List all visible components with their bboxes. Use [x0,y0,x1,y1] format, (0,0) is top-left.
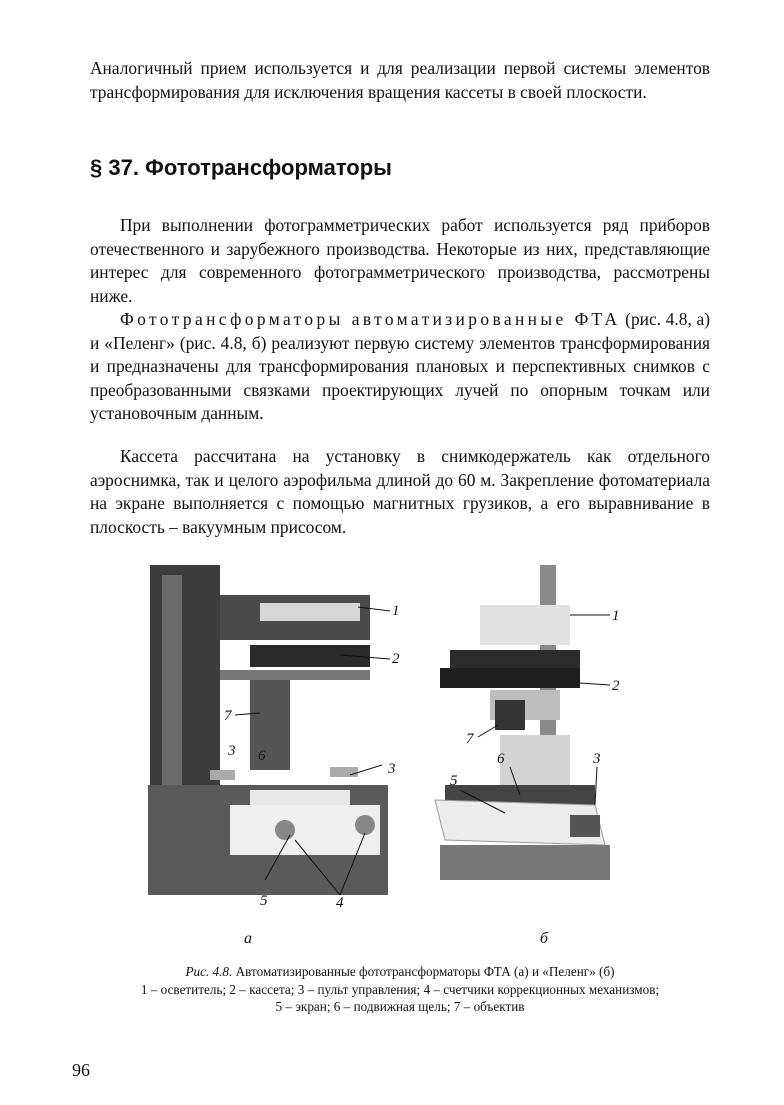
callout-b-7: 7 [466,731,474,747]
callout-a-6: 6 [258,748,266,764]
callout-b-6: 6 [497,751,505,767]
figure-caption-legend-2: 5 – экран; 6 – подвижная щель; 7 – объектив [275,999,525,1014]
callout-a-7: 7 [224,708,232,724]
callout-a-2: 2 [392,651,400,667]
caption-title-text: Автоматизированные фототрансформаторы ФТА (а) и «Пеленг» (б) [232,964,615,979]
caption-figure-number: Рис. 4.8. [185,964,233,979]
figure-caption-legend-1: 1 – осветитель; 2 – кассета; 3 – пульт управления; 4 – счетчики коррекционных механизмов; [140,982,660,997]
callout-b-1: 1 [612,608,620,624]
paragraph-1: При выполнении фотограмметрических работ используется ряд приборов отечественного и зарубежного производства. Некоторые из них, представляющие интерес для современного фотограмметрического производства, рассмотрены ниже. [90,215,710,306]
figure-phototransformers [100,555,700,940]
paragraph-2 [90,308,710,426]
callout-b-3: 3 [593,751,601,767]
intro-paragraph: Аналогичный прием используется и для реализации первой системы элементов трансформирования для исключения вращения кассеты в своей плоскости. [90,58,710,102]
callout-a-3-left: 3 [228,743,236,759]
paragraph-3: Кассета рассчитана на установку в снимкодержатель как отдельного аэроснимка, так и целого аэрофильма длиной до 60 м. Закрепление фотоматериала на экране выполняется с помощью магнитных грузиков, а его выравнивание в плоскость – вакуумным присосом. [90,446,710,537]
callout-a-3-right: 3 [388,761,396,777]
paragraph-2-spaced-term: Фототрансформаторы автоматизированные ФТА [120,309,621,329]
device-peleng-illustration [435,565,610,880]
page-number: 96 [72,1060,90,1080]
callout-a-4: 4 [336,895,344,911]
device-fta-illustration [148,565,390,895]
figure-caption-title [80,963,720,980]
figure-label-a: а [244,930,252,947]
callout-b-5: 5 [450,773,458,789]
callout-b-2: 2 [612,678,620,694]
paragraph-2-text: (рис. 4.8, а) и «Пеленг» (рис. 4.8, б) реализуют первую систему элементов трансформирования и предназначены для трансформирования плановых и перспективных снимков с преобразованными связками проектирующих лучей по опорным точкам или установочным данным. [90,309,711,423]
callout-a-5: 5 [260,893,268,909]
callout-a-1: 1 [392,603,400,619]
section-heading: § 37. Фототрансформаторы [90,155,392,180]
figure-label-b: б [540,930,549,947]
